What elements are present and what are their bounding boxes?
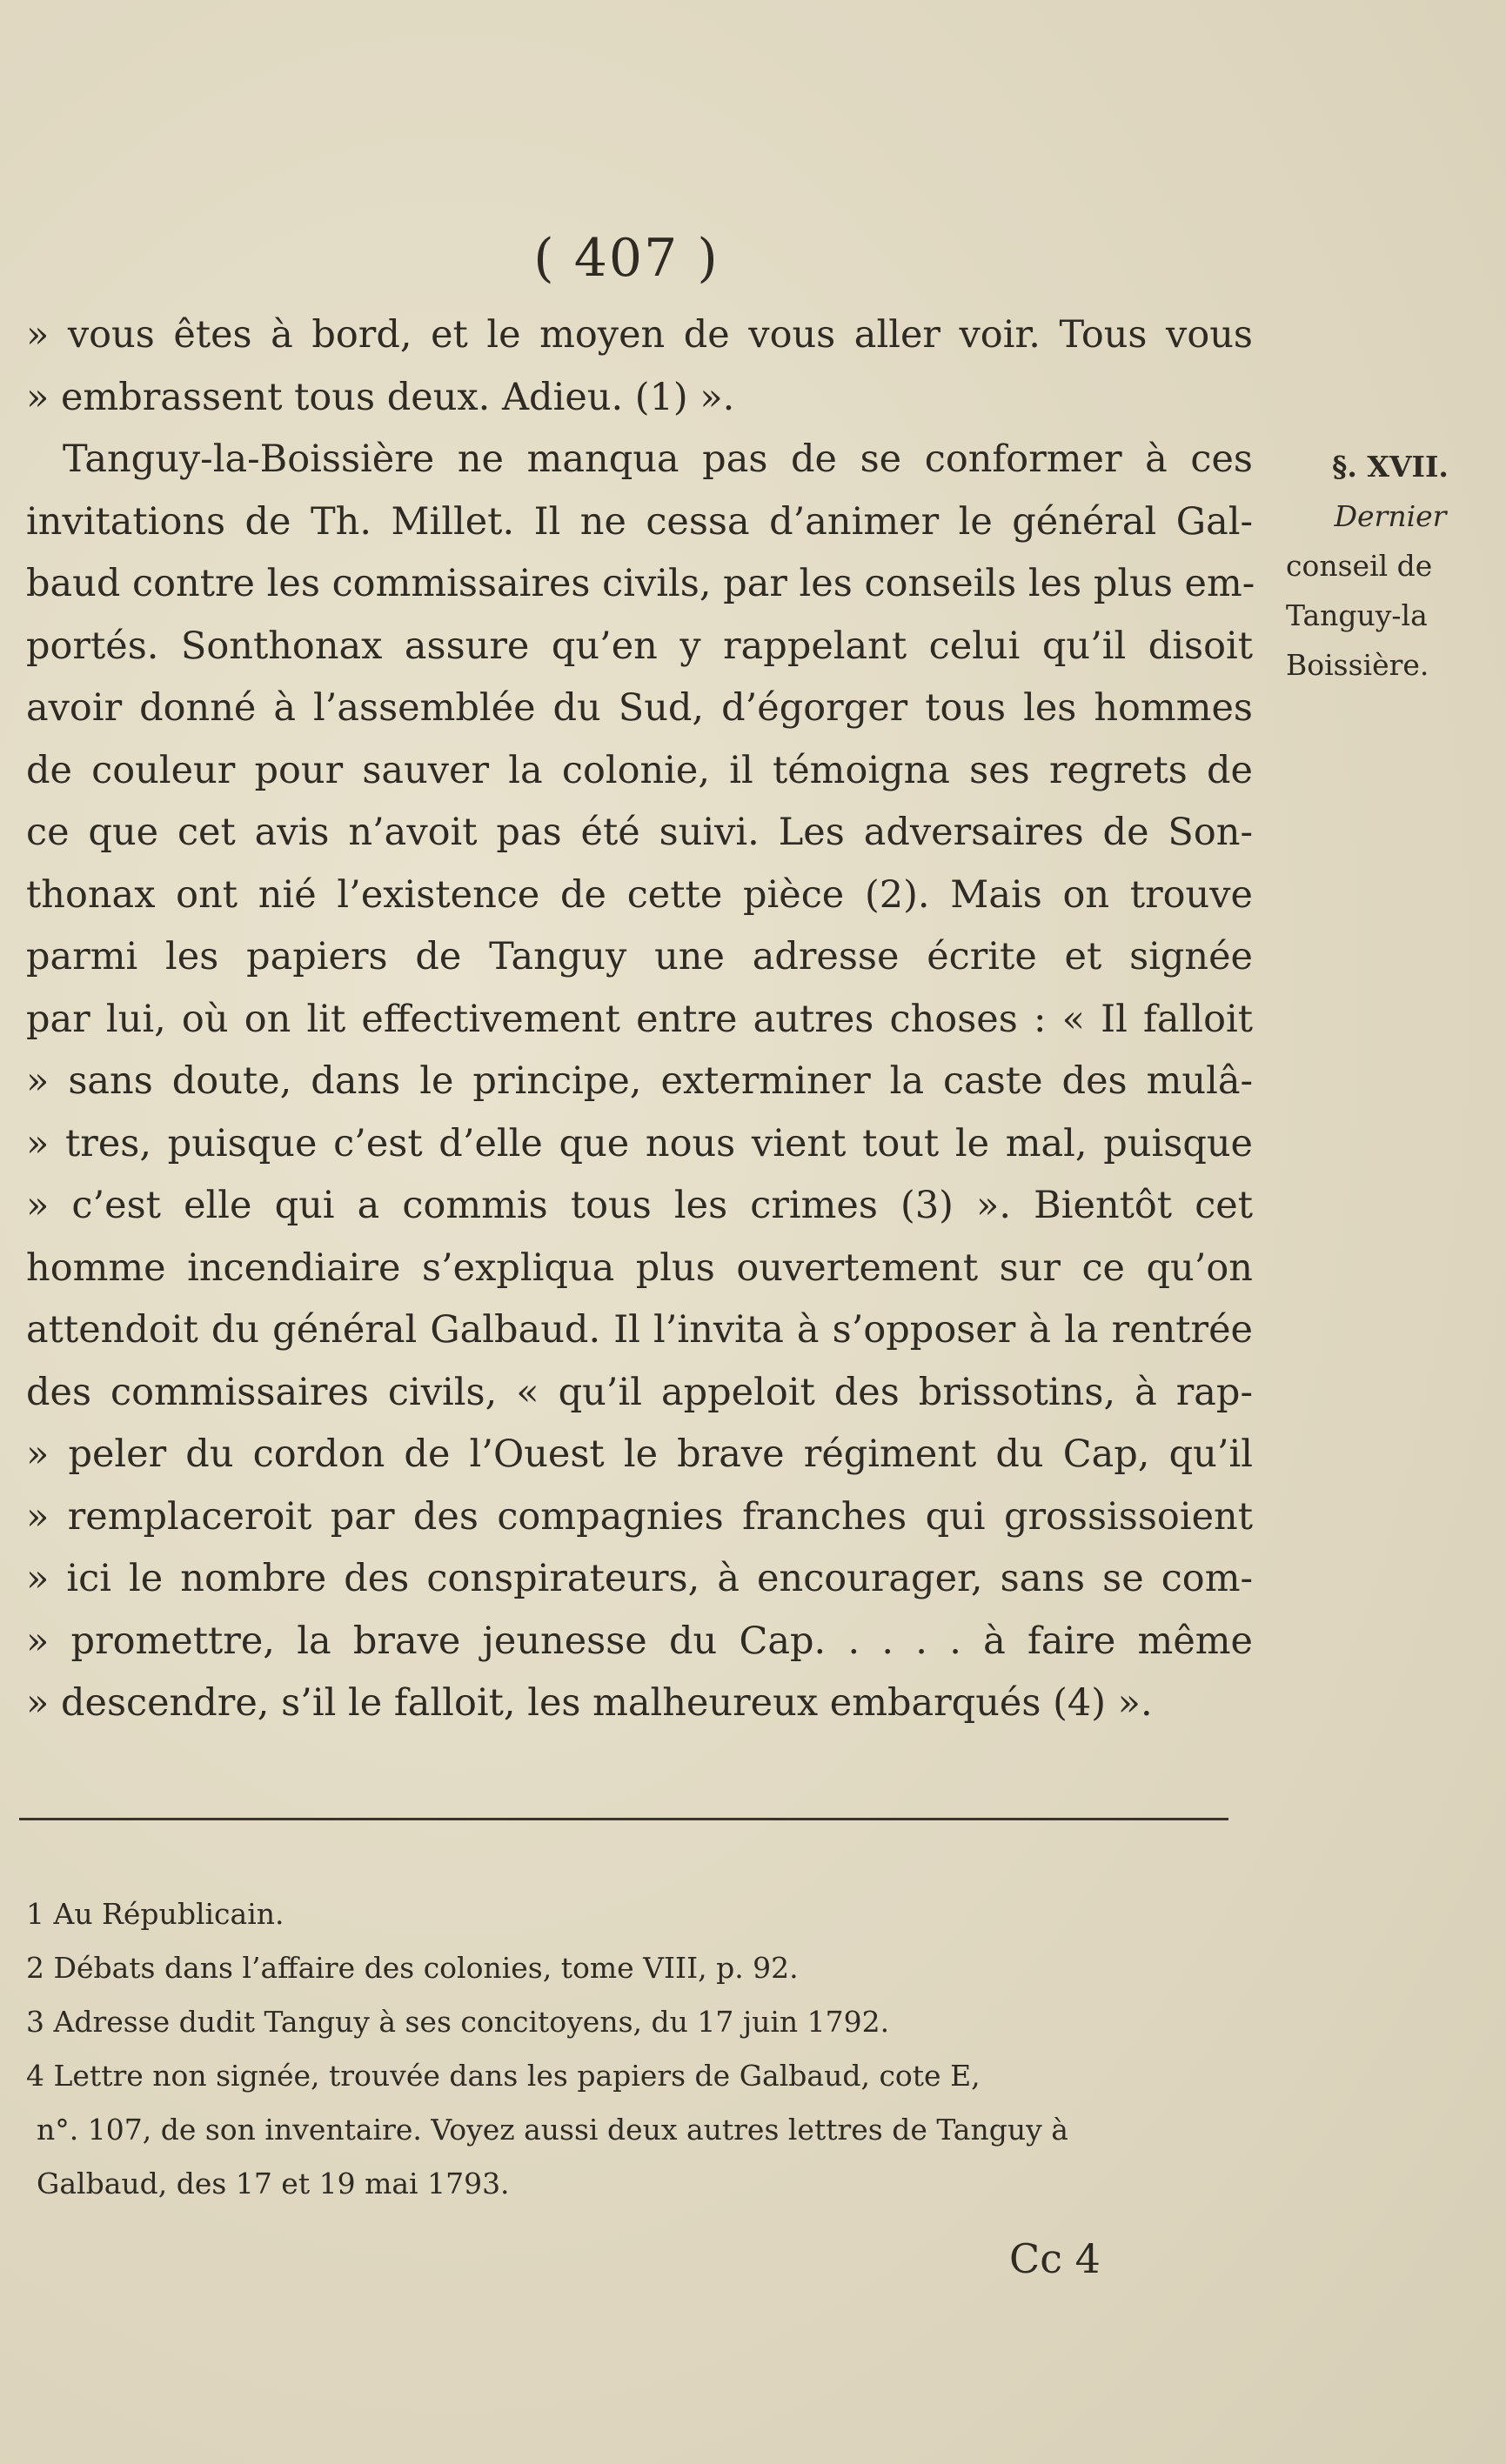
margin-line: Tanguy-la [1286, 598, 1428, 632]
footnote: 4 Lettre non signée, trouvée dans les papiers de Galbaud, cote E, [26, 2059, 981, 2093]
body-line: » vous êtes à bord, et le moyen de vous aller voir. Tous vous [26, 313, 1253, 357]
margin-line: Boissière. [1286, 648, 1429, 682]
footnote: Galbaud, des 17 et 19 mai 1793. [37, 2167, 510, 2200]
body-line: » promettre, la brave jeunesse du Cap. . . . . à faire même [26, 1619, 1253, 1663]
body-line: avoir donné à l’assemblée du Sud, d’égorger tous les hommes [26, 686, 1253, 730]
body-line: portés. Sonthonax assure qu’en y rappelant celui qu’il disoit [26, 624, 1253, 668]
body-line: » descendre, s’il le falloit, les malheureux embarqués (4) ». [26, 1681, 1153, 1725]
body-line: Tanguy-la-Boissière ne manqua pas de se conformer à ces [63, 437, 1253, 481]
margin-line: Dernier [1334, 499, 1447, 533]
body-line: attendoit du général Galbaud. Il l’invita à s’opposer à la rentrée [26, 1308, 1253, 1352]
body-line: par lui, où on lit effectivement entre autres choses : « Il falloit [26, 997, 1253, 1041]
body-line: des commissaires civils, « qu’il appeloit des brissotins, à rap- [26, 1370, 1253, 1414]
body-line: parmi les papiers de Tanguy une adresse écrite et signée [26, 935, 1253, 978]
footnotes [26, 1887, 1235, 2211]
body-line: » c’est elle qui a commis tous les crimes (3) ». Bientôt cet [26, 1184, 1253, 1227]
footnote: 2 Débats dans l’affaire des colonies, tome VIII, p. 92. [26, 1951, 799, 1985]
body-line: homme incendiaire s’expliqua plus ouvertement sur ce qu’on [26, 1245, 1253, 1290]
page-number: ( 407 ) [533, 228, 720, 289]
body-line: » ici le nombre des conspirateurs, à encourager, sans se com- [26, 1557, 1253, 1600]
body-line: » peler du cordon de l’Ouest le brave régiment du Cap, qu’il [26, 1432, 1253, 1476]
footnote: 1 Au Républicain. [26, 1897, 284, 1931]
body-line: » embrassent tous deux. Adieu. (1) ». [26, 375, 735, 419]
body-line: » tres, puisque c’est d’elle que nous vient tout le mal, puisque [26, 1121, 1253, 1165]
body-line: » sans doute, dans le principe, exterminer la caste des mulâ- [26, 1059, 1253, 1103]
margin-note [1286, 442, 1495, 690]
margin-section: §. XVII. [1332, 450, 1449, 484]
footnote-divider [19, 1818, 1228, 1820]
body-line: de couleur pour sauver la colonie, il témoigna ses regrets de [26, 748, 1253, 792]
body-line: thonax ont nié l’existence de cette pièce (2). Mais on trouve [26, 872, 1253, 917]
body-line: baud contre les commissaires civils, par les conseils les plus em- [26, 562, 1255, 605]
body-text [26, 304, 1253, 1735]
footnote: 3 Adresse dudit Tanguy à ses concitoyens, du 17 juin 1792. [26, 2005, 890, 2039]
footnote: n°. 107, de son inventaire. Voyez aussi deux autres lettres de Tanguy à [37, 2113, 1068, 2147]
body-line: » remplaceroit par des compagnies franches qui grossissoient [26, 1494, 1253, 1539]
signature-mark: Cc 4 [1009, 2235, 1101, 2282]
body-line: ce que cet avis n’avoit pas été suivi. Les adversaires de Son- [26, 811, 1253, 854]
body-line: invitations de Th. Millet. Il ne cessa d’animer le général Gal- [26, 499, 1253, 544]
margin-line: conseil de [1286, 549, 1433, 583]
